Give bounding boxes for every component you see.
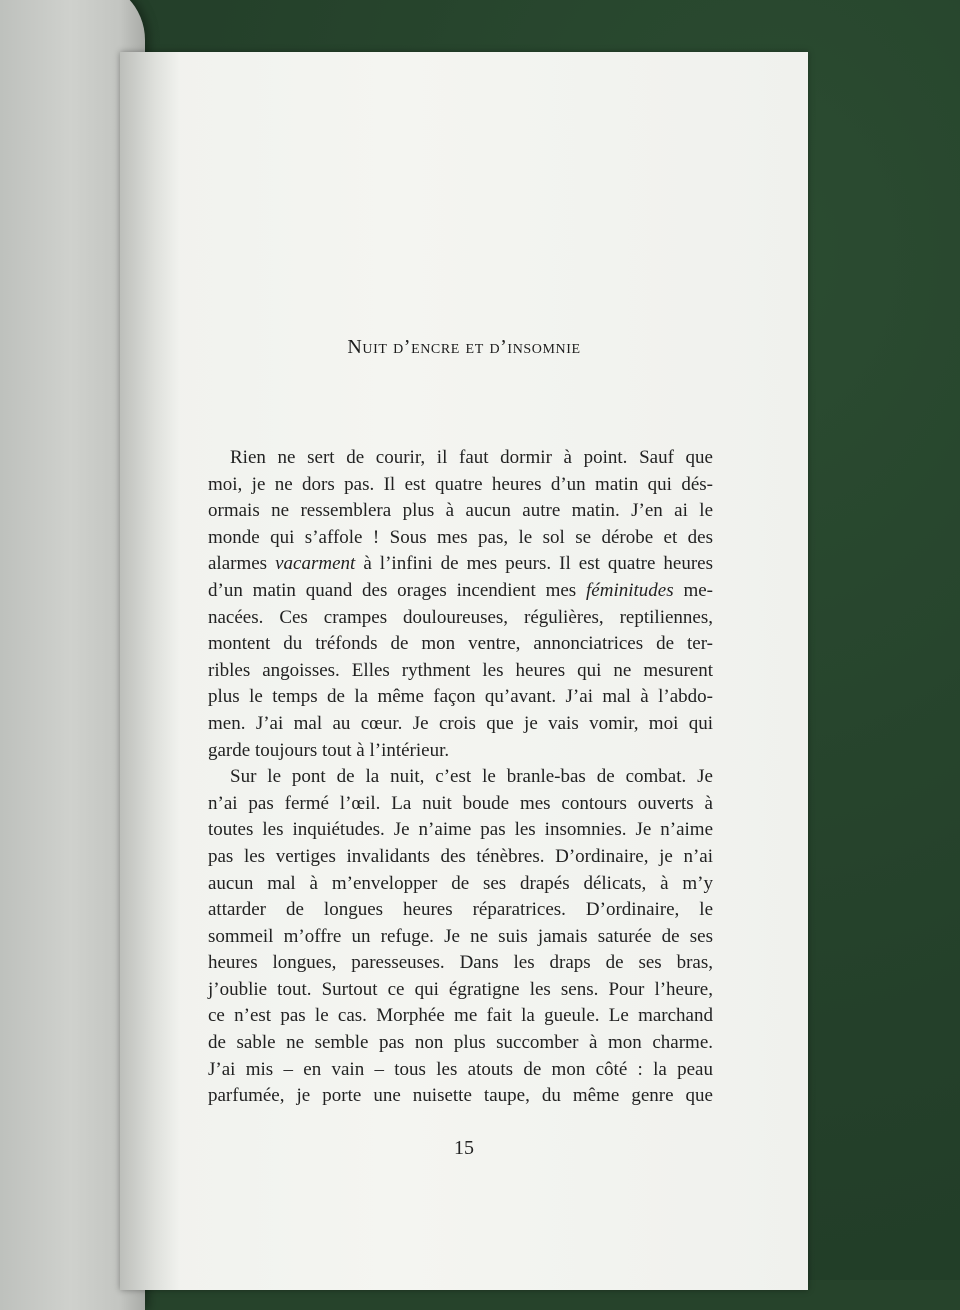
- text-line: monde qui s’affole ! Sous mes pas, le sol se dérobe et des: [208, 526, 713, 548]
- text-line: Sur le pont de la nuit, c’est le branle-bas de combat. Je: [230, 766, 713, 788]
- text-line: de sable ne semble pas non plus succomber à mon charme.: [208, 1032, 713, 1054]
- text-line: ribles angoisses. Elles rythment les heures qui ne mesurent: [208, 659, 713, 681]
- text-line: J’ai mis – en vain – tous les atouts de mon côté : la peau: [208, 1058, 713, 1080]
- text-line: montent du tréfonds de mon ventre, annonciatrices de ter-: [208, 633, 713, 655]
- text-line: parfumée, je porte une nuisette taupe, du même genre que: [208, 1085, 713, 1107]
- text-line: plus le temps de la même façon qu’avant. J’ai mal à l’abdo-: [208, 686, 713, 708]
- text-line: alarmes vacarment à l’infini de mes peurs. Il est quatre heures: [208, 553, 713, 575]
- text-line: toutes les inquiétudes. Je n’aime pas les insomnies. Je n’aime: [208, 819, 713, 841]
- text-line: moi, je ne dors pas. Il est quatre heures d’un matin qui dés-: [208, 473, 713, 495]
- chapter-title: Nuit d’encre et d’insomnie: [347, 336, 581, 358]
- text-line: heures longues, paresseuses. Dans les draps de ses bras,: [208, 952, 713, 974]
- text-line: j’oublie tout. Surtout ce qui égratigne les sens. Pour l’heure,: [208, 978, 713, 1000]
- text-line: aucun mal à m’envelopper de ses drapés délicats, à m’y: [208, 872, 713, 894]
- text-line: Rien ne sert de courir, il faut dormir à point. Sauf que: [230, 447, 713, 468]
- text-line: sommeil m’offre un refuge. Je ne suis jamais saturée de ses: [208, 925, 713, 947]
- text-line: men. J’ai mal au cœur. Je crois que je vais vomir, moi qui: [208, 712, 713, 734]
- text-line: garde toujours tout à l’intérieur.: [208, 739, 450, 761]
- text-line: ormais ne ressemblera plus à aucun autre matin. J’en ai le: [208, 500, 713, 522]
- text-line: d’un matin quand des orages incendient mes féminitudes me-: [208, 579, 713, 601]
- text-line: ce n’est pas le cas. Morphée me fait la gueule. Le marchand: [208, 1005, 713, 1027]
- gutter-shadow: [120, 52, 180, 1290]
- text-line: pas les vertiges invalidants des ténèbres. D’ordinaire, je n’ai: [208, 845, 713, 867]
- body-text: [208, 445, 713, 1110]
- text-line: n’ai pas fermé l’œil. La nuit boude mes contours ouverts à: [208, 792, 713, 814]
- text-line: nacées. Ces crampes douloureuses, régulières, reptiliennes,: [208, 606, 713, 628]
- page-number: 15: [454, 1137, 474, 1159]
- text-line: attarder de longues heures réparatrices. D’ordinaire, le: [208, 899, 713, 921]
- book-page: [120, 52, 808, 1290]
